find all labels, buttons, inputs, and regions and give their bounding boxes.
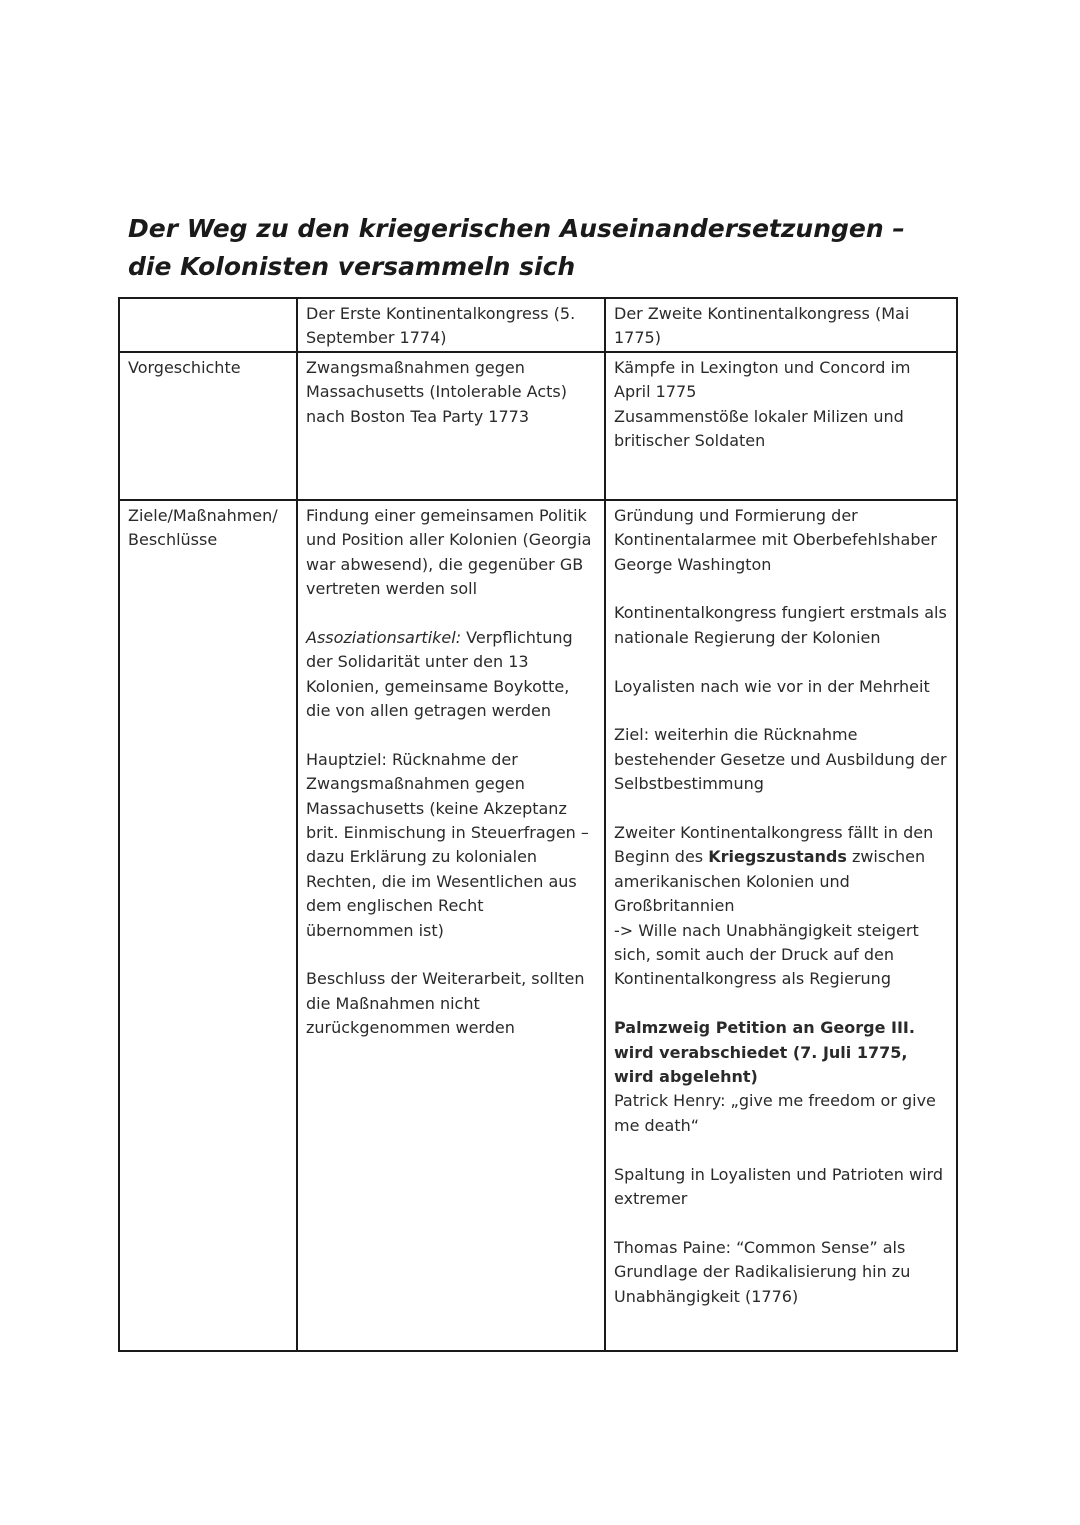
cell-text-palmzweig: Palmzweig Petition an George III. wird verabschiedet (7. Juli 1775, wird abgelehnt) [614, 1018, 915, 1087]
cell-text-quote: Patrick Henry: „give me freedom or give me death“ [614, 1091, 936, 1135]
cell-text: Verpflichtung der Solidarität unter den 13 Kolonien, gemeinsame Boykotte, die von allen getragen werden [306, 627, 573, 721]
cell-text: Spaltung in Loyalisten und Patrioten wird extremer [614, 1164, 943, 1209]
cell-text: Hauptziel: Rücknahme der Zwangsmaßnahmen gegen Massachusetts (keine Akzeptanz brit. Einmischung in Steuerfragen – dazu Erklärung zu kolonialen Rechten, die im Wesentlichen aus dem englischen Recht übernommen ist) [306, 749, 589, 940]
term-assoziationsartikel: Assoziationsartikel: [306, 627, 462, 647]
cell-text-kriegszustand [614, 821, 948, 919]
cell-text: Findung einer gemeinsamen Politik und Position aller Kolonien (Georgia war abwesend), die gegenüber GB vertreten werden soll [306, 505, 592, 599]
header-second-congress: Der Zweite Kontinentalkongress (Mai 1775) [605, 298, 957, 352]
cell-text: Zusammenstöße lokaler Milizen und britischer Soldaten [614, 406, 904, 451]
header-empty-cell [119, 298, 297, 352]
cell-vorgeschichte-second [605, 352, 957, 500]
row-label-ziele: Ziele/Maßnahmen/ Beschlüsse [119, 500, 297, 1351]
cell-text: -> Wille nach Unabhängigkeit steigert sich, somit auch der Druck auf den Kontinentalkongress als Regierung [614, 920, 919, 989]
cell-text-assoziation [306, 626, 596, 724]
cell-text: Beschluss der Weiterarbeit, sollten die Maßnahmen nicht zurückgenommen werden [306, 969, 585, 1038]
cell-text: Gründung und Formierung der Kontinentalarmee mit Oberbefehlshaber George Washington [614, 505, 937, 574]
cell-text: Loyalisten nach wie vor in der Mehrheit [614, 676, 930, 696]
cell-text: Zwangsmaßnahmen gegen Massachusetts (Intolerable Acts) nach Boston Tea Party 1773 [306, 357, 567, 426]
table-row-vorgeschichte [119, 352, 957, 500]
cell-text: Ziel: weiterhin die Rücknahme bestehender Gesetze und Ausbildung der Selbstbestimmung [614, 725, 947, 794]
cell-text: Thomas Paine: “Common Sense” als Grundlage der Radikalisierung hin zu Unabhängigkeit (1776) [614, 1237, 911, 1306]
table-row-ziele [119, 500, 957, 1351]
cell-text: Kämpfe in Lexington und Concord im April 1775 [614, 357, 911, 402]
page-title: Der Weg zu den kriegerischen Auseinandersetzungen – die Kolonisten versammeln sich [128, 214, 905, 281]
cell-ziele-second [605, 500, 957, 1351]
cell-text: Zweiter Kontinentalkongress fällt in den Beginn des [614, 823, 934, 867]
cell-vorgeschichte-first [297, 352, 605, 500]
cell-text: Kontinentalkongress fungiert erstmals als nationale Regierung der Kolonien [614, 603, 947, 647]
cell-ziele-first [297, 500, 605, 1351]
table-header-row [119, 298, 957, 352]
comparison-table [118, 297, 958, 1352]
cell-text: zwischen amerikanischen Kolonien und Großbritannien [614, 847, 926, 916]
header-first-congress: Der Erste Kontinentalkongress (5. September 1774) [297, 298, 605, 352]
row-label-vorgeschichte: Vorgeschichte [119, 352, 297, 500]
bold-term-kriegszustand: Kriegszustands [708, 847, 847, 867]
